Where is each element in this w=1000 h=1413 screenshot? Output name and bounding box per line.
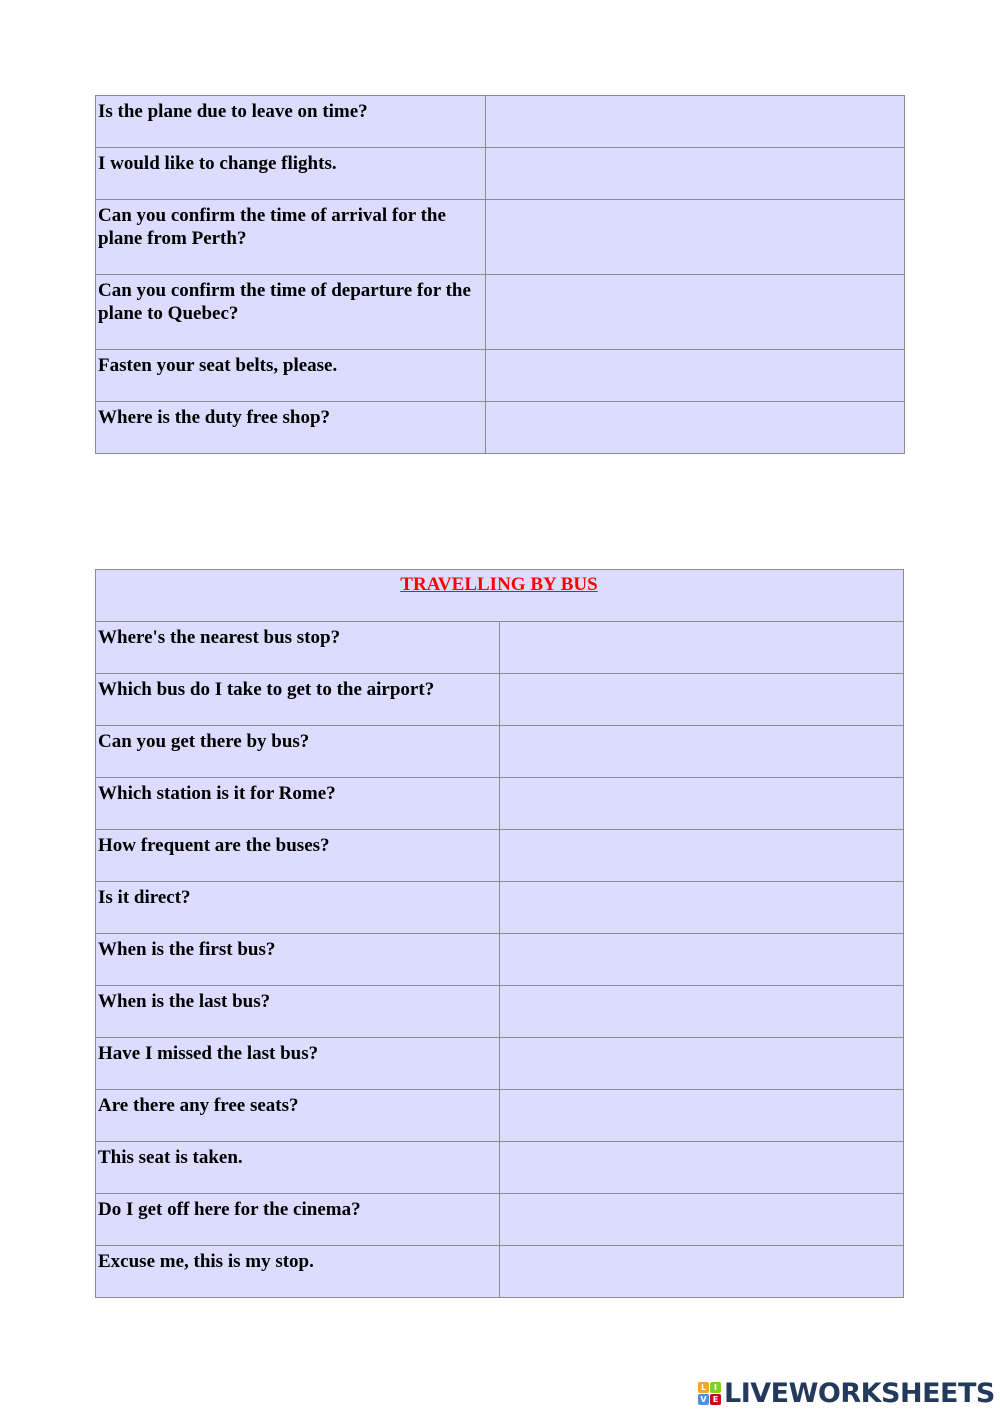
- question-cell: This seat is taken.: [96, 1142, 500, 1194]
- answer-cell[interactable]: [500, 726, 904, 778]
- table-row: [96, 882, 904, 934]
- answer-cell[interactable]: [500, 778, 904, 830]
- answer-cell[interactable]: [486, 96, 905, 148]
- question-cell: When is the first bus?: [96, 934, 500, 986]
- table-row: [96, 200, 905, 275]
- table-title-row: [96, 570, 904, 622]
- logo-mark-icon: [698, 1382, 721, 1405]
- answer-input[interactable]: [500, 882, 903, 911]
- answer-input[interactable]: [486, 350, 904, 379]
- table-row: [96, 350, 905, 402]
- answer-cell[interactable]: [500, 1246, 904, 1298]
- answer-input[interactable]: [500, 1194, 903, 1223]
- answer-cell[interactable]: [486, 350, 905, 402]
- answer-input[interactable]: [500, 1142, 903, 1171]
- answer-input[interactable]: [500, 622, 903, 651]
- table-travelling-by-bus: [95, 569, 904, 1298]
- answer-cell[interactable]: [486, 402, 905, 454]
- answer-input[interactable]: [500, 674, 903, 703]
- answer-cell[interactable]: [500, 934, 904, 986]
- question-cell: Do I get off here for the cinema?: [96, 1194, 500, 1246]
- question-cell: When is the last bus?: [96, 986, 500, 1038]
- answer-input[interactable]: [500, 726, 903, 755]
- question-cell: Is it direct?: [96, 882, 500, 934]
- answer-cell[interactable]: [500, 622, 904, 674]
- question-cell: Where's the nearest bus stop?: [96, 622, 500, 674]
- answer-cell[interactable]: [486, 148, 905, 200]
- question-cell: Have I missed the last bus?: [96, 1038, 500, 1090]
- table-row: [96, 1142, 904, 1194]
- answer-cell[interactable]: [500, 986, 904, 1038]
- answer-cell[interactable]: [486, 200, 905, 275]
- answer-input[interactable]: [500, 830, 903, 859]
- answer-cell[interactable]: [486, 275, 905, 350]
- table-air-travel: [95, 95, 905, 454]
- question-cell: Excuse me, this is my stop.: [96, 1246, 500, 1298]
- answer-input[interactable]: [500, 778, 903, 807]
- question-cell: Which station is it for Rome?: [96, 778, 500, 830]
- logo-text: LIVEWORKSHEETS: [724, 1377, 995, 1409]
- table-row: [96, 622, 904, 674]
- table-row: [96, 778, 904, 830]
- table-row: [96, 1194, 904, 1246]
- logo-mark-tile: V: [698, 1394, 709, 1405]
- table-row: [96, 830, 904, 882]
- answer-cell[interactable]: [500, 1038, 904, 1090]
- question-cell: Can you confirm the time of arrival for the plane from Perth?: [96, 200, 486, 275]
- question-cell: Can you confirm the time of departure for the plane to Quebec?: [96, 275, 486, 350]
- table-row: [96, 275, 905, 350]
- answer-cell[interactable]: [500, 882, 904, 934]
- question-cell: Which bus do I take to get to the airport?: [96, 674, 500, 726]
- table-row: [96, 1038, 904, 1090]
- table-row: [96, 96, 905, 148]
- table-row: [96, 148, 905, 200]
- question-cell: Is the plane due to leave on time?: [96, 96, 486, 148]
- answer-input[interactable]: [500, 986, 903, 1015]
- answer-input[interactable]: [486, 200, 904, 229]
- question-cell: Are there any free seats?: [96, 1090, 500, 1142]
- answer-input[interactable]: [486, 275, 904, 304]
- section-title: TRAVELLING BY BUS: [96, 570, 904, 622]
- answer-input[interactable]: [486, 148, 904, 177]
- answer-input[interactable]: [486, 402, 904, 431]
- answer-input[interactable]: [500, 1090, 903, 1119]
- table-row: [96, 402, 905, 454]
- table-row: [96, 674, 904, 726]
- question-cell: Can you get there by bus?: [96, 726, 500, 778]
- answer-cell[interactable]: [500, 830, 904, 882]
- logo-mark-tile: L: [698, 1382, 709, 1393]
- table-row: [96, 1090, 904, 1142]
- answer-input[interactable]: [500, 1246, 903, 1275]
- question-cell: I would like to change flights.: [96, 148, 486, 200]
- question-cell: How frequent are the buses?: [96, 830, 500, 882]
- question-cell: Where is the duty free shop?: [96, 402, 486, 454]
- table-row: [96, 726, 904, 778]
- liveworksheets-logo: [698, 1376, 995, 1410]
- logo-mark-tile: E: [710, 1394, 721, 1405]
- table-row: [96, 986, 904, 1038]
- answer-input[interactable]: [500, 1038, 903, 1067]
- question-cell: Fasten your seat belts, please.: [96, 350, 486, 402]
- answer-cell[interactable]: [500, 1194, 904, 1246]
- logo-mark-tile: I: [710, 1382, 721, 1393]
- answer-cell[interactable]: [500, 674, 904, 726]
- table-row: [96, 1246, 904, 1298]
- answer-cell[interactable]: [500, 1142, 904, 1194]
- answer-cell[interactable]: [500, 1090, 904, 1142]
- answer-input[interactable]: [486, 96, 904, 125]
- answer-input[interactable]: [500, 934, 903, 963]
- table-row: [96, 934, 904, 986]
